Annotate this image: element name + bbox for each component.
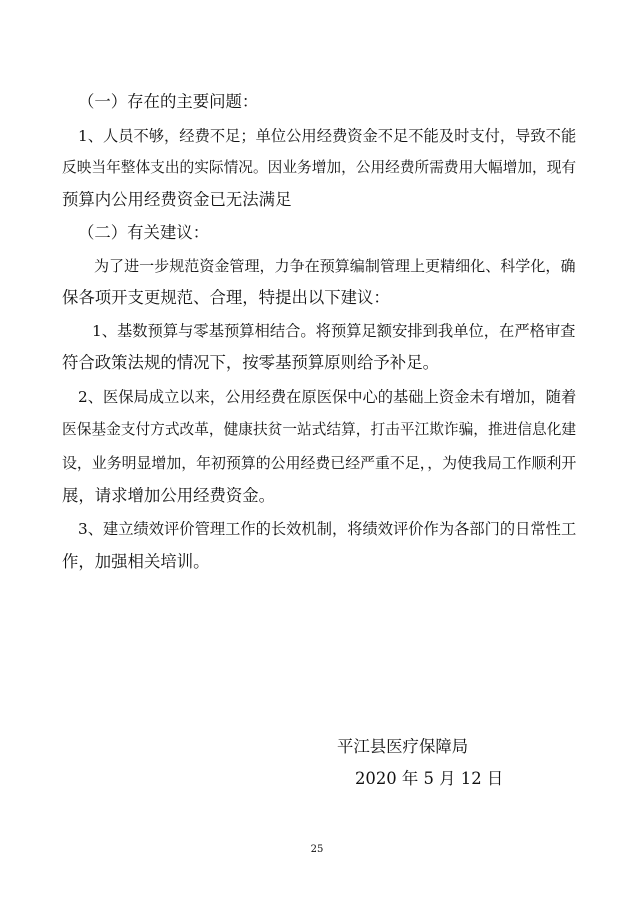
intro-line-2: 保各项开支更规范、合理，特提出以下建议： [62,288,390,307]
page-number: 25 [310,844,324,855]
problem-1-line-2: 反映当年整体支出的实际情况。因业务增加，公用经费所需费用大幅增加，现有 [62,159,577,176]
suggestion-2-line-2: 医保基金支付方式改革，健康扶贫一站式结算，打击平江欺诈骗，推进信息化建 [62,421,577,438]
problem-1-line-3: 预算内公用经费资金已无法满足 [62,190,292,209]
suggestion-3-line-2: 作，加强相关培训。 [62,552,210,571]
suggestion-1-line-2: 符合政策法规的情况下，按零基预算原则给予补足。 [62,353,439,372]
signature-organization: 平江县医疗保障局 [337,737,469,756]
suggestion-2-line-1: 2、医保局成立以来，公用经费在原医保中心的基础上资金未有增加，随着 [78,388,577,406]
suggestion-1-line-1: 1、基数预算与零基预算相结合。将预算足额安排到我单位，在严格审查 [92,322,576,340]
problem-1-line-1: 1、人员不够，经费不足；单位公用经费资金不足不能及时支付，导致不能 [78,127,577,145]
intro-line-1: 为了进一步规范资金管理，力争在预算编制管理上更精细化、科学化，确 [94,257,576,275]
section1-heading: （一）存在的主要问题： [78,92,259,111]
suggestion-3-line-1: 3、建立绩效评价管理工作的长效机制，将绩效评价作为各部门的日常性工 [78,520,577,538]
suggestion-2-line-4: 展，请求增加公用经费资金。 [62,486,276,505]
suggestion-2-line-3: 设，业务明显增加，年初预算的公用经费已经严重不足，，为使我局工作顺利开 [62,454,577,472]
section2-heading: （二）有关建议： [78,223,210,242]
signature-date: 2020 年 5 月 12 日 [355,769,504,788]
